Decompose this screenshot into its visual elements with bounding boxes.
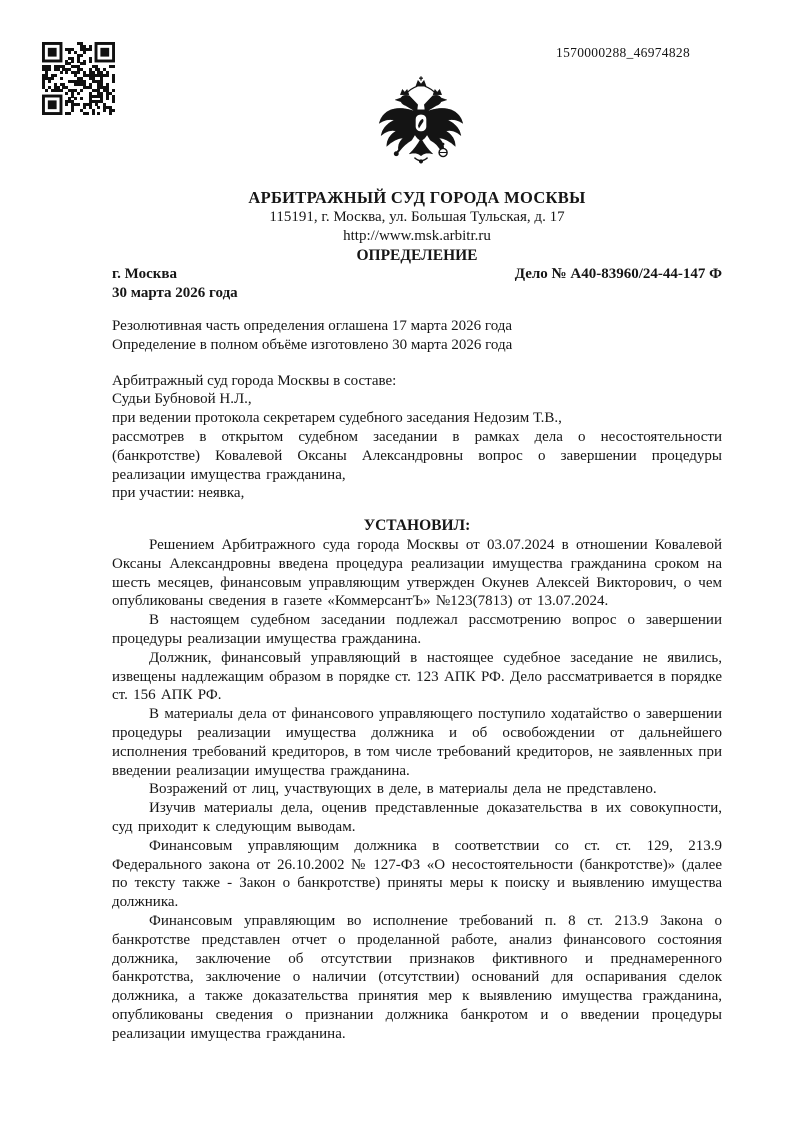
secretary-line: при ведении протокола секретарем судебного заседания Недозим Т.В., — [112, 410, 562, 427]
case-row — [112, 265, 722, 284]
attendance-line: при участии: неявка, — [112, 485, 245, 502]
ruling-paragraph: Решением Арбитражного суда города Москвы от 03.07.2024 в отношении Ковалевой Оксаны Александровны введена процедура реализации имущества гражданина сроком на шесть месяцев, финансовым управляющим утвержден Окунев Алексей Викторович, о чем опубликованы сведения в газете «КоммерсантЪ» №123(7813) от 13.07.2024. — [112, 536, 722, 610]
document-body — [112, 317, 722, 1043]
ruling-paragraph: Возражений от лиц, участвующих в деле, в материалы дела не представлено. — [149, 781, 657, 798]
qr-code-icon — [42, 42, 115, 115]
full-text-made-line: Определение в полном объёме изготовлено 30 марта 2026 года — [112, 336, 513, 353]
russia-coat-of-arms-icon — [374, 76, 468, 182]
document-header — [112, 187, 722, 303]
ruling-paragraph: Финансовым управляющим во исполнение требований п. 8 ст. 213.9 Закона о банкротстве представлен отчет о проделанной работе, анализ финансового состояния должника, заключение об отсутствии признаков фиктивного и преднамеренного банкротства, заключение о наличии (отсутствии) оснований для оспаривания сделок должника, а также доказательства принятия мер к выявлению имущества гражданина, опубликованы сведения о признании должника банкротом и о введении процедуры реализации имущества гражданина. — [112, 912, 722, 1042]
resolution-announced-line: Резолютивная часть определения оглашена 17 марта 2026 года — [112, 318, 513, 334]
document-type-title: ОПРЕДЕЛЕНИЕ — [356, 247, 478, 264]
court-name: АРБИТРАЖНЫЙ СУД ГОРОДА МОСКВЫ — [248, 188, 586, 207]
ruling-paragraph: В настоящем судебном заседании подлежал рассмотрению вопрос о завершении процедуры реализации имущества гражданина. — [112, 612, 722, 647]
city-label: г. Москва — [112, 266, 177, 282]
ruling-paragraph: Изучив материалы дела, оценив представленные доказательства в их совокупности, суд приходит к следующим выводам. — [112, 800, 722, 835]
court-website: http://www.msk.arbitr.ru — [343, 228, 491, 244]
document-date: 30 марта 2026 года — [112, 285, 238, 301]
ruling-paragraph: Финансовым управляющим должника в соответствии со ст. ст. 129, 213.9 Федерального закона от 26.10.2002 № 127-ФЗ «О несостоятельности (банкротстве)» (далее по тексту также - Закон о банкротстве) приняты меры к поиску и выявлению имущества должника. — [112, 837, 722, 911]
ruling-paragraph: В материалы дела от финансового управляющего поступило ходатайство о завершении процедуры реализации имущества должника и об освобождении от дальнейшего исполнения требований кредиторов, в том числе требований кредиторов, не заявленных при введении реализации имущества гражданина. — [112, 706, 722, 779]
case-number: Дело № А40-83960/24-44-147 Ф — [514, 266, 722, 282]
judge-line: Судьи Бубновой Н.Л., — [112, 391, 252, 408]
case-subject-line: рассмотрев в открытом судебном заседании в рамках дела о несостоятельности (банкротстве) Ковалевой Оксаны Александровны вопрос о завершении процедуры реализации имущества гражданина, — [112, 428, 722, 483]
document-id: 1570000288_46974828 — [556, 45, 690, 60]
ruling-paragraph: Должник, финансовый управляющий в настоящее судебное заседание не явились, извещены надлежащим образом в порядке ст. 123 АПК РФ. Дело рассматривается в порядке ст. 156 АПК РФ. — [112, 649, 722, 704]
ruling-heading: УСТАНОВИЛ: — [363, 517, 471, 535]
court-composition-line: Арбитражный суд города Москвы в составе: — [112, 372, 397, 389]
court-address: 115191, г. Москва, ул. Большая Тульская, д. 17 — [269, 209, 565, 225]
